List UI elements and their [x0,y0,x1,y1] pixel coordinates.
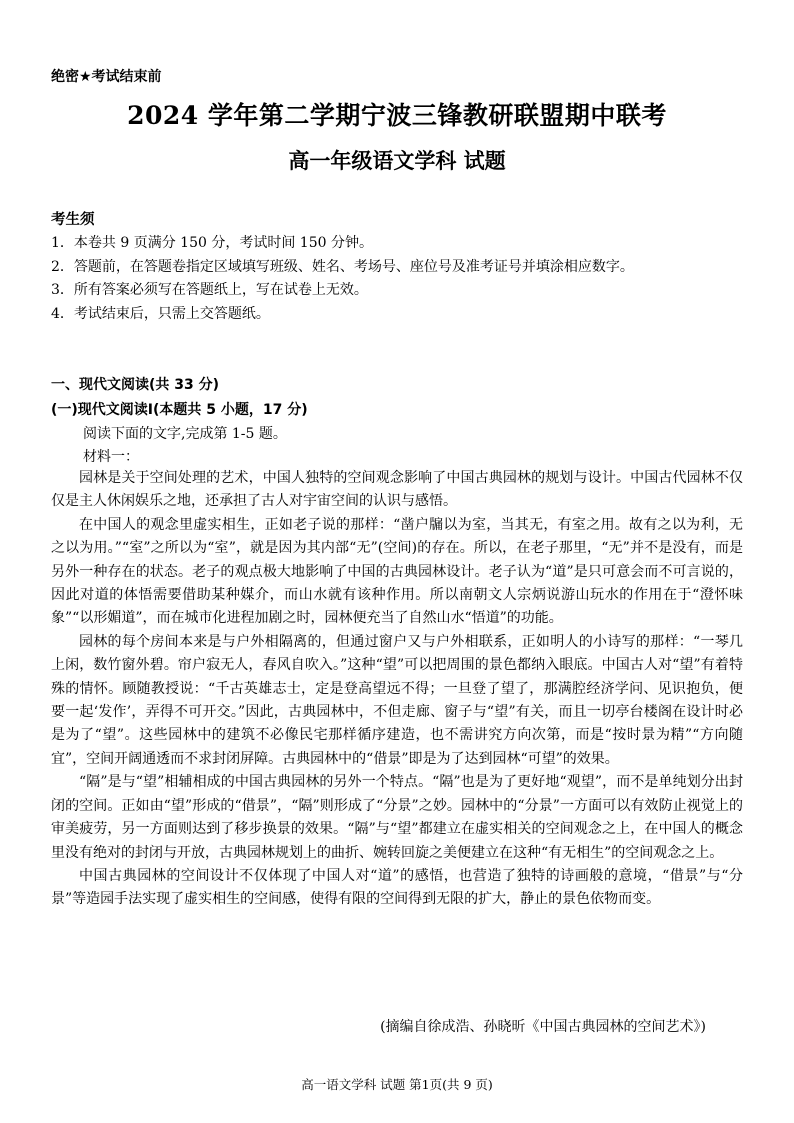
article-paragraph: “隔”是与“望”相辅相成的中国古典园林的另外一个特点。“隔”也是为了更好地“观望”，而不是单纯划分出封闭的空间。正如由“望”形成的“借景”，“隔”则形成了“分景”之妙。园林中的“分景”一方面可以有效防止视觉上的审美疲劳，另一方面则达到了移步换景的效果。“隔”与“望”都建立在虚实相关的空间观念之上，在中国人的概念里没有绝对的封闭与开放，古典园林规划上的曲折、婉转回旋之美便建立在这种“有无相生”的空间观念之上。 [51,774,743,861]
material-label: 材料一： [83,449,139,465]
section-title: 一、现代文阅读(共 33 分) [51,377,220,393]
notice-item: 1．本卷共 9 页满分 150 分，考试时间 150 分钟。 [51,235,373,251]
notice-item: 2．答题前，在答题卷指定区域填写班级、姓名、考场号、座位号及准考证号并填涂相应数字。 [51,258,634,275]
candidate-notice [51,208,751,326]
notice-item: 4．考试结束后，只需上交答题纸。 [51,305,270,322]
notice-title: 考生须 [51,212,95,228]
article-paragraph: 园林是关于空间处理的艺术，中国人独特的空间观念影响了中国古典园林的规划与设计。中国古代园林不仅仅是主人休闲娱乐之地，还承担了古人对宇宙空间的认识与感悟。 [51,470,743,510]
secret-mark: 绝密★考试结束前 [51,69,162,85]
article-paragraph: 中国古典园林的空间设计不仅体现了中国人对“道”的感悟，也营造了独特的诗画般的意境，“借景”与“分景”等造园手法实现了虚实相生的空间感，使得有限的空间得到无限的扩大，静止的景色依物而变。 [51,867,743,908]
subsection-title: (一)现代文阅读Ⅰ(本题共 5 小题，17 分) [51,402,308,418]
notice-item: 3．所有答案必须写在答题纸上，写在试卷上无效。 [51,282,368,298]
article-source: (摘编自徐成浩、孙晓昕《中国古典园林的空间艺术》) [380,1019,706,1035]
article-paragraph: 园林的每个房间本来是与户外相隔离的，但通过窗户又与户外相联系，正如明人的小诗写的那样：“一琴几上闲，数竹窗外碧。帘户寂无人，春风自吹入。”这种“望”可以把周围的景色都纳入眼底。中国古人对“望”有着特殊的情怀。顾随教授说：“千古英雄志士，定是登高望远不得；一旦登了望了，那满腔经济学问、见识抱负，便要一起‘发作’，弄得不可开交。”因此，古典园林中，不但走廊、窗子与“望”有关，而且一切亭台楼阁在设计时必是为了“望”。这些园林中的建筑不必像民宅那样循序建造，也不需讲究方向次第，而是“按时景为精”“方向随宜”，空间开阔通透而不求封闭屏障。古典园林中的“借景”即是为了达到园林“可望”的效果。 [51,633,743,767]
exam-title: 2024 学年第二学期宁波三锋教研联盟期中联考 [127,101,667,130]
exam-subtitle: 高一年级语文学科 试题 [288,149,506,173]
page-footer: 高一语文学科 试题 第1页(共 9 页) [301,1077,493,1092]
reading-article [51,467,743,912]
reading-instruction: 阅读下面的文字,完成第 1-5 题。 [83,426,287,442]
article-paragraph: 在中国人的观念里虚实相生，正如老子说的那样：“凿户牖以为室，当其无，有室之用。故有之以为利，无之以为用。”“室”之所以为“室”，就是因为其内部“无”(空间)的存在。所以，在老子那里，“无”并不是没有，而是另外一种存在的状态。老子的观点极大地影响了中国的古典园林设计。老子认为“道”是只可意会而不可言说的，因此对道的体悟需要借助某种媒介，而山水就有该种作用。所以南朝文人宗炳说游山玩水的作用在于“澄怀味象”“以形媚道”，而在城市化进程加剧之时，园林便充当了自然山水“悟道”的功能。 [51,516,743,627]
